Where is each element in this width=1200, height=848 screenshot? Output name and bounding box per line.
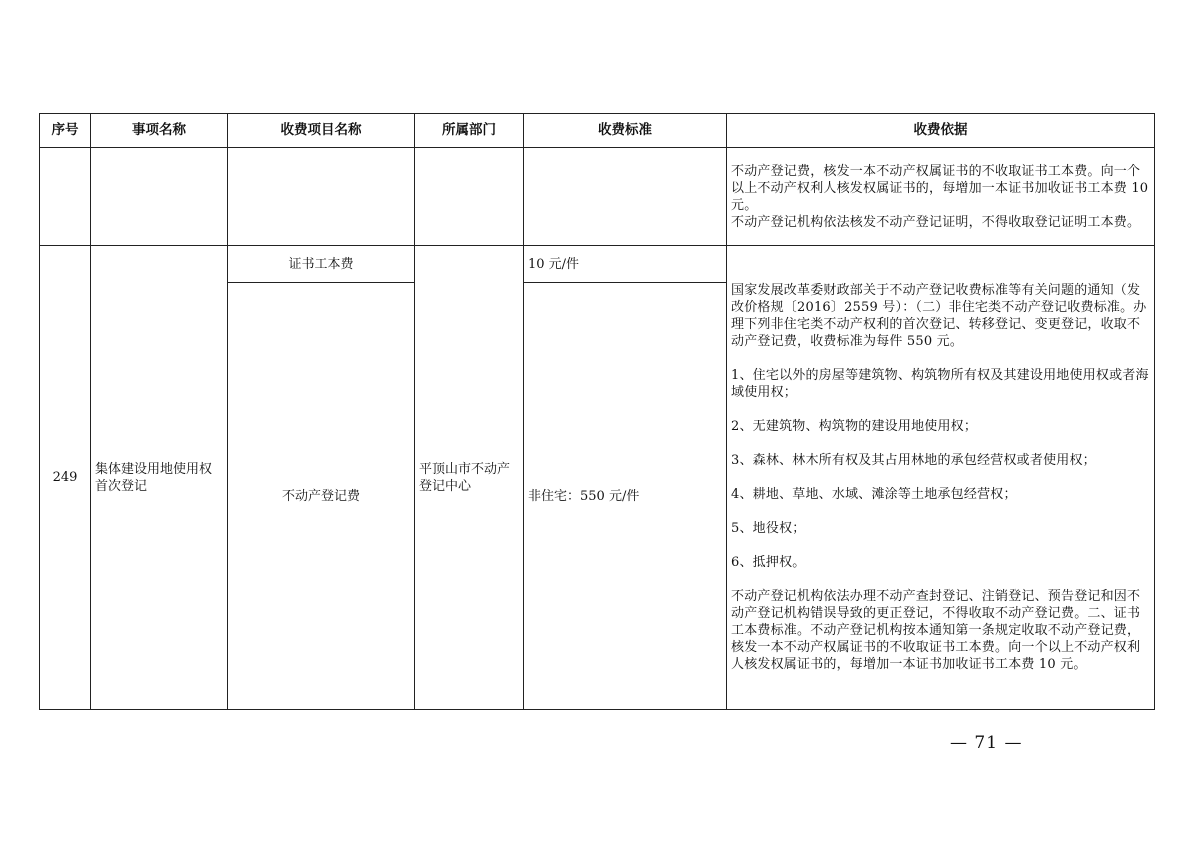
table-row <box>40 246 1155 283</box>
fee-table <box>39 113 1155 710</box>
cell-fee-item-certificate: 证书工本费 <box>228 246 415 283</box>
header-index: 序号 <box>40 114 91 148</box>
cell-item-empty <box>91 148 228 246</box>
basis-paragraph: 6、抵押权。 <box>731 555 806 570</box>
header-basis: 收费依据 <box>727 114 1155 148</box>
header-fee-standard: 收费标准 <box>524 114 727 148</box>
cell-standard-empty <box>524 148 727 246</box>
basis-paragraph: 3、森林、林木所有权及其占用林地的承包经营权或者使用权； <box>731 453 1096 468</box>
cell-index: 249 <box>40 246 91 710</box>
cell-index-empty <box>40 148 91 246</box>
cell-fee-item-empty <box>228 148 415 246</box>
basis-paragraph: 1、住宅以外的房屋等建筑物、构筑物所有权及其建设用地使用权或者海域使用权； <box>731 368 1149 400</box>
page-number: — 71 — <box>950 733 1023 753</box>
header-fee-item-name: 收费项目名称 <box>228 114 415 148</box>
cell-basis-continuation <box>727 148 1155 246</box>
cell-fee-standard-registration: 非住宅：550 元/件 <box>524 283 727 710</box>
cell-item-name: 集体建设用地使用权首次登记 <box>91 246 228 710</box>
cell-department: 平顶山市不动产登记中心 <box>415 246 524 710</box>
cell-fee-standard-certificate: 10 元/件 <box>524 246 727 283</box>
basis-paragraph: 不动产登记机构依法核发不动产登记证明，不得收取登记证明工本费。 <box>731 214 1141 230</box>
table-row <box>40 148 1155 246</box>
cell-department-empty <box>415 148 524 246</box>
header-item-name: 事项名称 <box>91 114 228 148</box>
basis-paragraph: 4、耕地、草地、水域、滩涂等土地承包经营权； <box>731 487 1017 502</box>
basis-paragraph: 5、地役权； <box>731 521 806 536</box>
header-department: 所属部门 <box>415 114 524 148</box>
cell-fee-item-registration: 不动产登记费 <box>228 283 415 710</box>
basis-paragraph: 国家发展改革委财政部关于不动产登记收费标准等有关问题的通知（发改价格规〔2016〕2559 号）：（二）非住宅类不动产登记收费标准。办理下列非住宅类不动产权利的首次登记、转移登记、变更登记，收取不动产登记费，收费标准为每件 550 元。 <box>731 283 1147 349</box>
table-header-row <box>40 114 1155 148</box>
cell-basis <box>727 246 1155 710</box>
basis-paragraph: 不动产登记费，核发一本不动产权属证书的不收取证书工本费。向一个以上不动产权利人核发权属证书的，每增加一本证书加收证书工本费 10 元。 <box>731 163 1149 213</box>
basis-paragraph: 2、无建筑物、构筑物的建设用地使用权； <box>731 419 978 434</box>
basis-paragraph: 不动产登记机构依法办理不动产查封登记、注销登记、预告登记和因不动产登记机构错误导致的更正登记，不得收取不动产登记费。二、证书工本费标准。不动产登记机构按本通知第一条规定收取不动产登记费，核发一本不动产权属证书的不收取证书工本费。向一个以上不动产权利人核发权属证书的，每增加一本证书加收证书工本费 10 元。 <box>731 589 1141 672</box>
